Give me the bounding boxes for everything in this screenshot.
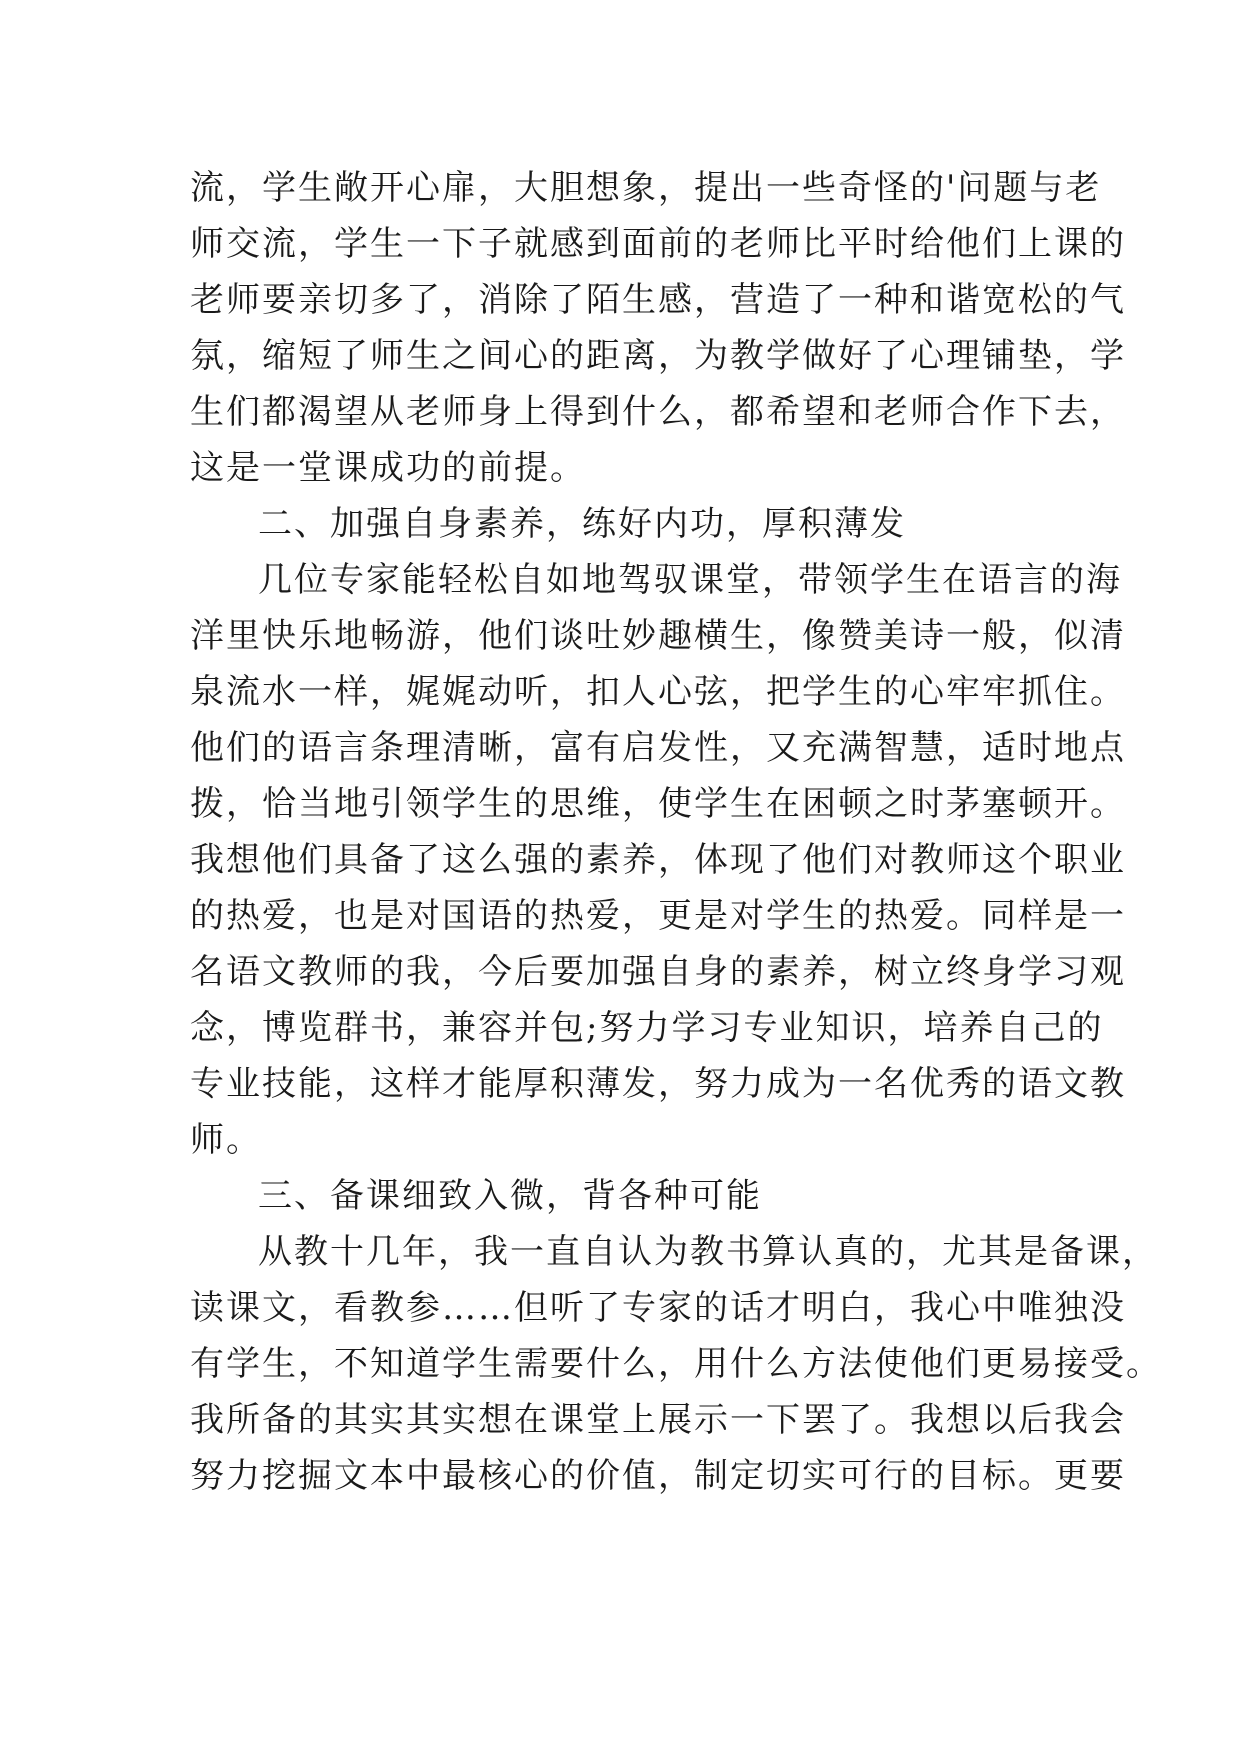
document-body <box>190 160 1162 1504</box>
text-line: 从教十几年，我一直自认为教书算认真的，尤其是备课， <box>258 1232 1158 1272</box>
text-line: 二、加强自身素养，练好内功，厚积薄发 <box>258 504 906 544</box>
text-line: 读课文，看教参……但听了专家的话才明白，我心中唯独没 <box>190 1288 1126 1328</box>
text-line: 氛，缩短了师生之间心的距离，为教学做好了心理铺垫，学 <box>190 336 1126 376</box>
text-line: 专业技能，这样才能厚积薄发，努力成为一名优秀的语文教 <box>190 1064 1126 1104</box>
text-line: 我想他们具备了这么强的素养，体现了他们对教师这个职业 <box>190 840 1126 880</box>
text-line: 洋里快乐地畅游，他们谈吐妙趣横生，像赞美诗一般，似清 <box>190 616 1126 656</box>
text-line: 师交流，学生一下子就感到面前的老师比平时给他们上课的 <box>190 224 1126 264</box>
text-line: 念，博览群书，兼容并包;努力学习专业知识，培养自己的 <box>190 1008 1104 1048</box>
text-line: 努力挖掘文本中最核心的价值，制定切实可行的目标。更要 <box>190 1456 1126 1496</box>
text-line: 的热爱，也是对国语的热爱，更是对学生的热爱。同样是一 <box>190 896 1126 936</box>
text-line: 师。 <box>190 1120 262 1160</box>
text-line: 拨，恰当地引领学生的思维，使学生在困顿之时茅塞顿开。 <box>190 784 1126 824</box>
text-line: 我所备的其实其实想在课堂上展示一下罢了。我想以后我会 <box>190 1400 1126 1440</box>
text-line: 名语文教师的我，今后要加强自身的素养，树立终身学习观 <box>190 952 1126 992</box>
text-line: 这是一堂课成功的前提。 <box>190 448 586 488</box>
text-line: 三、备课细致入微，背各种可能 <box>258 1176 762 1216</box>
text-line: 他们的语言条理清晰，富有启发性，又充满智慧，适时地点 <box>190 728 1126 768</box>
text-line: 老师要亲切多了，消除了陌生感，营造了一种和谐宽松的气 <box>190 280 1126 320</box>
text-line: 泉流水一样，娓娓动听，扣人心弦，把学生的心牢牢抓住。 <box>190 672 1126 712</box>
text-line: 几位专家能轻松自如地驾驭课堂，带领学生在语言的海 <box>258 560 1122 600</box>
text-line: 流，学生敞开心扉，大胆想象，提出一些奇怪的'问题与老 <box>190 168 1102 208</box>
text-line: 生们都渴望从老师身上得到什么，都希望和老师合作下去， <box>190 392 1126 432</box>
text-line: 有学生，不知道学生需要什么，用什么方法使他们更易接受。 <box>190 1344 1162 1384</box>
